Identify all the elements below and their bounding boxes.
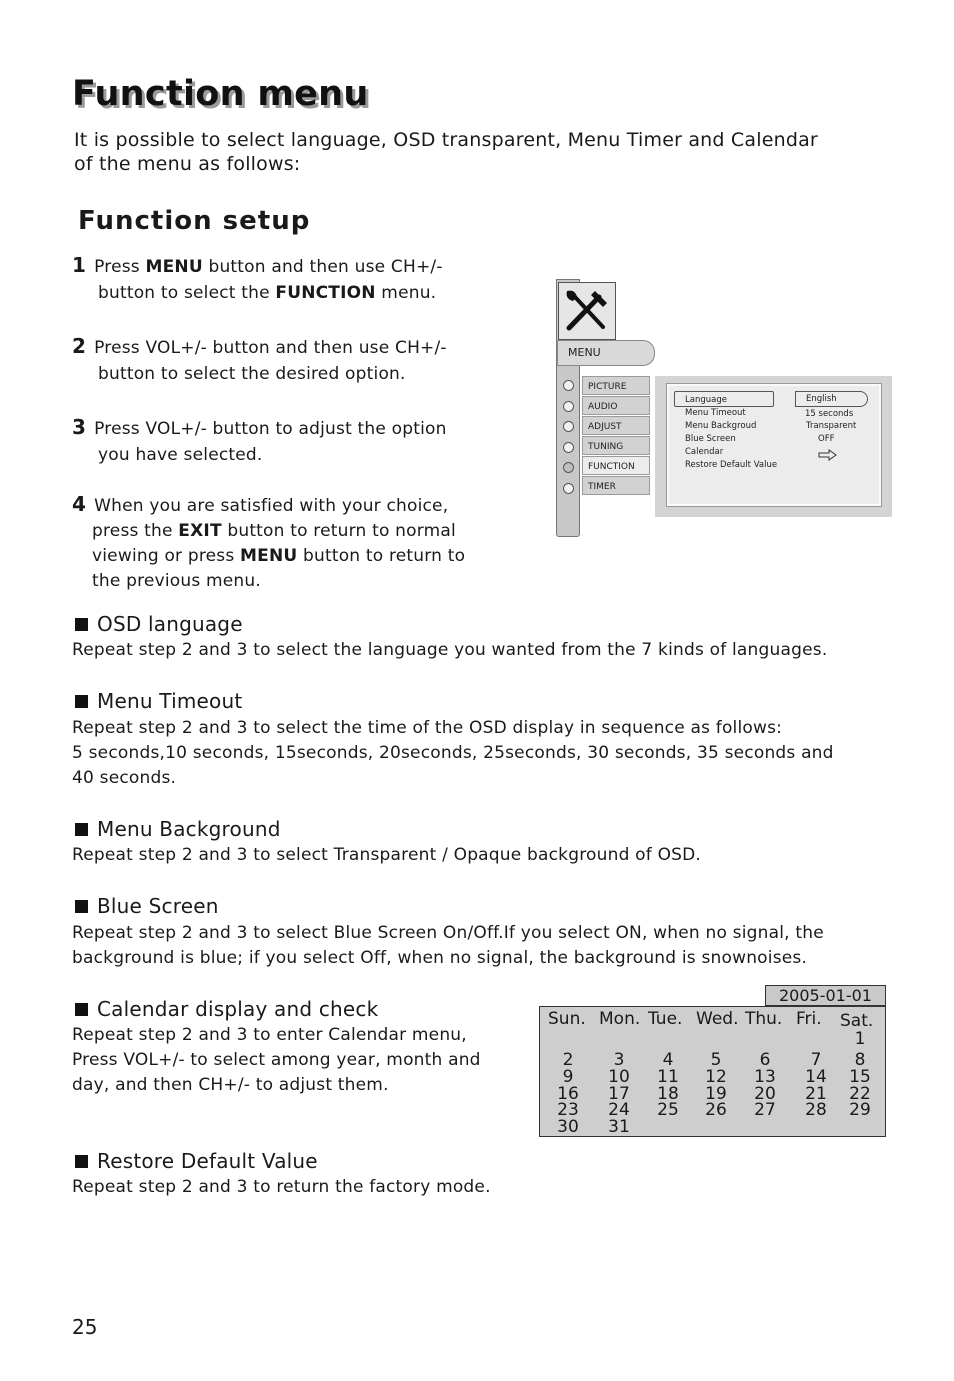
calendar-date-cell: 3: [613, 1050, 625, 1070]
step-text: the previous menu.: [92, 571, 261, 591]
osd-radio: [563, 483, 574, 494]
calendar-date-cell: 8: [854, 1050, 866, 1070]
para-line: Press VOL+/- to select among year, month and: [72, 1050, 481, 1070]
calendar-date-cell: 22: [849, 1084, 871, 1104]
osd-value-language: English: [806, 394, 837, 404]
step-number: 1: [72, 253, 87, 277]
step-text: viewing or press: [92, 546, 241, 566]
step-keyword: EXIT: [178, 521, 222, 541]
para-blue-screen: [72, 921, 892, 971]
calendar-date-cell: 17: [608, 1084, 630, 1104]
page-title: Function menu: [72, 74, 369, 114]
heading-blue-screen: [75, 894, 219, 918]
calendar-date-cell: 13: [754, 1067, 776, 1087]
osd-radio: [563, 401, 574, 412]
step-text: button to select the: [98, 283, 276, 303]
osd-option-calendar: Calendar: [685, 447, 724, 457]
para-line: Repeat step 2 and 3 to select Transparent / Opaque background of OSD.: [72, 845, 702, 865]
step-keyword: MENU: [240, 546, 298, 566]
osd-option-blue-screen: Blue Screen: [685, 434, 736, 444]
calendar-date-cell: 1: [854, 1029, 866, 1049]
osd-item-tuning: TUNING: [582, 436, 650, 455]
para-line: Repeat step 2 and 3 to select Blue Screen On/Off.If you select ON, when no signal, the: [72, 923, 824, 943]
calendar-date-cell: 16: [557, 1084, 579, 1104]
calendar-date-cell: 5: [710, 1050, 722, 1070]
calendar-date-cell: 15: [849, 1067, 871, 1087]
osd-radio: [563, 380, 574, 391]
calendar-day-header: Mon.: [599, 1009, 641, 1029]
page-number: 25: [72, 1315, 98, 1339]
calendar-date-cell: 14: [805, 1067, 827, 1087]
calendar-date-cell: 23: [557, 1100, 579, 1120]
step-text: button to return to normal: [221, 521, 456, 541]
osd-option-menu-background: Menu Backgroud: [685, 421, 757, 431]
step-line: [72, 544, 492, 569]
heading-menu-timeout: [75, 689, 242, 713]
heading-text: Blue Screen: [97, 894, 219, 918]
heading-osd-language: [75, 612, 243, 636]
calendar-date-cell: 9: [562, 1067, 574, 1087]
calendar-date-cell: 20: [754, 1084, 776, 1104]
calendar-day-header: Fri.: [796, 1009, 822, 1029]
heading-text: Calendar display and check: [97, 997, 379, 1021]
osd-item-picture: PICTURE: [582, 376, 650, 395]
calendar-day-header: Tue.: [648, 1009, 683, 1029]
calendar-date-cell: 28: [805, 1100, 827, 1120]
step-line: [72, 519, 492, 544]
step-4: [72, 492, 492, 594]
step-number: 4: [72, 492, 87, 516]
heading-menu-background: [75, 817, 281, 841]
calendar-date-cell: 2: [562, 1050, 574, 1070]
osd-value-blue-screen: OFF: [818, 434, 835, 444]
step-text: press the: [92, 521, 179, 541]
calendar-date-cell: 26: [705, 1100, 727, 1120]
osd-item-audio: AUDIO: [582, 396, 650, 415]
para-line: 5 seconds,10 seconds, 15seconds, 20seconds, 25seconds, 30 seconds, 35 seconds and: [72, 743, 834, 763]
step-1: [72, 252, 492, 306]
step-line: [72, 333, 492, 361]
bullet-square-icon: [75, 1155, 88, 1168]
osd-item-function: FUNCTION: [582, 456, 650, 475]
heading-text: Restore Default Value: [97, 1149, 318, 1173]
step-number: 2: [72, 334, 87, 358]
step-line: [72, 252, 492, 280]
calendar-date-cell: 4: [662, 1050, 674, 1070]
step-text: Press: [94, 257, 146, 277]
step-line: [72, 569, 492, 594]
calendar-day-header: Sun.: [548, 1009, 586, 1029]
osd-menu-tab: [557, 340, 655, 366]
step-text: When you are satisfied with your choice,: [94, 496, 449, 516]
intro-line: of the menu as follows:: [74, 153, 301, 175]
calendar-date-cell: 30: [557, 1117, 579, 1137]
calendar-date-cell: 21: [805, 1084, 827, 1104]
osd-option-restore: Restore Default Value: [685, 460, 778, 470]
intro-text: [74, 128, 874, 176]
para-menu-background: [72, 843, 892, 868]
bullet-square-icon: [75, 695, 88, 708]
heading-restore-default: [75, 1149, 318, 1173]
calendar-date-cell: 24: [608, 1100, 630, 1120]
osd-radio: [563, 442, 574, 453]
calendar-date-cell: 11: [657, 1067, 679, 1087]
step-text: Press VOL+/- button to adjust the option: [94, 419, 447, 439]
bullet-square-icon: [75, 618, 88, 631]
step-number: 3: [72, 415, 87, 439]
osd-item-adjust: ADJUST: [582, 416, 650, 435]
calendar-date: 2005-01-01: [765, 985, 886, 1006]
calendar-day-header: Wed.: [696, 1009, 739, 1029]
calendar-grid: [539, 1006, 886, 1137]
osd-option-menu-timeout: Menu Timeout: [685, 408, 746, 418]
osd-menu-label: MENU: [568, 346, 601, 359]
tools-icon: [558, 282, 616, 340]
calendar-date-cell: 27: [754, 1100, 776, 1120]
step-line: [72, 442, 492, 468]
step-keyword: FUNCTION: [275, 283, 376, 303]
para-restore-default: [72, 1175, 892, 1200]
calendar-day-header: Thu.: [745, 1009, 783, 1029]
heading-calendar: [75, 997, 378, 1021]
heading-text: OSD language: [97, 612, 243, 636]
osd-option-language: Language: [685, 395, 727, 405]
osd-radio-selected: [563, 462, 574, 473]
osd-item-timer: TIMER: [582, 476, 650, 495]
section-title: Function setup: [78, 206, 311, 236]
para-line: Repeat step 2 and 3 to enter Calendar menu,: [72, 1025, 467, 1045]
step-3: [72, 414, 492, 468]
heading-text: Menu Background: [97, 817, 281, 841]
calendar-date-cell: 19: [705, 1084, 727, 1104]
step-line: [72, 361, 492, 387]
calendar-date-cell: 10: [608, 1067, 630, 1087]
step-text: menu.: [375, 283, 437, 303]
calendar-date-cell: 18: [657, 1084, 679, 1104]
para-line: background is blue; if you select Off, when no signal, the background is snownoises.: [72, 948, 808, 968]
para-line: day, and then CH+/- to adjust them.: [72, 1075, 389, 1095]
para-calendar: [72, 1023, 512, 1098]
bullet-square-icon: [75, 1003, 88, 1016]
para-menu-timeout: [72, 716, 892, 791]
calendar-date-cell: 31: [608, 1117, 630, 1137]
osd-value-timeout: 15 seconds: [805, 409, 854, 419]
calendar-day-header: Sat.: [840, 1011, 874, 1031]
step-text: Press VOL+/- button and then use CH+/-: [94, 338, 447, 358]
step-text: button and then use CH+/-: [202, 257, 443, 277]
calendar-date-cell: 29: [849, 1100, 871, 1120]
step-text: you have selected.: [98, 445, 263, 465]
step-2: [72, 333, 492, 387]
para-line: 40 seconds.: [72, 768, 177, 788]
osd-value-background: Transparent: [806, 421, 857, 431]
calendar-date-cell: 12: [705, 1067, 727, 1087]
para-line: Repeat step 2 and 3 to select the time of the OSD display in sequence as follows:: [72, 718, 783, 738]
step-text: button to select the desired option.: [98, 364, 406, 384]
step-line: [72, 414, 492, 442]
calendar-date-cell: 25: [657, 1100, 679, 1120]
para-line: Repeat step 2 and 3 to select the language you wanted from the 7 kinds of languages.: [72, 640, 828, 660]
step-text: button to return to: [297, 546, 466, 566]
step-keyword: MENU: [145, 257, 203, 277]
bullet-square-icon: [75, 900, 88, 913]
osd-radio: [563, 421, 574, 432]
intro-line: It is possible to select language, OSD transparent, Menu Timer and Calendar: [74, 129, 818, 151]
calendar-date-cell: 6: [759, 1050, 771, 1070]
heading-text: Menu Timeout: [97, 689, 243, 713]
bullet-square-icon: [75, 823, 88, 836]
para-osd-language: [72, 638, 892, 663]
arrow-right-icon: [818, 446, 838, 465]
para-line: Repeat step 2 and 3 to return the factory mode.: [72, 1177, 491, 1197]
step-line: [72, 492, 492, 519]
step-line: [72, 280, 492, 306]
calendar-date-cell: 7: [810, 1050, 822, 1070]
